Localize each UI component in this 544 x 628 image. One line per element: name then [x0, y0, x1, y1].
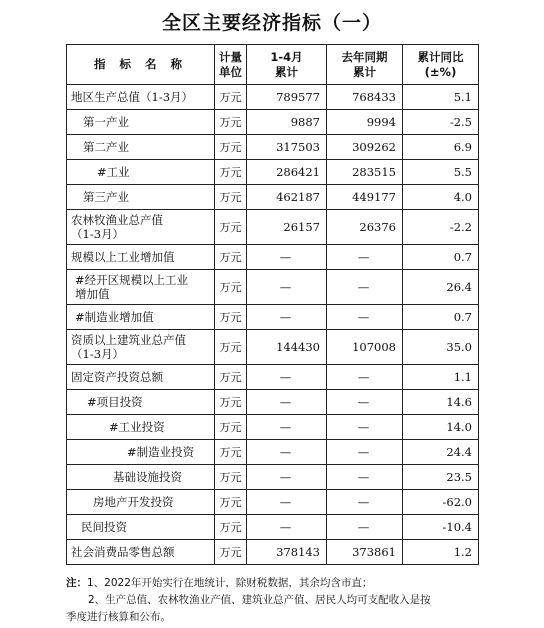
header-indicator-name: 指 标 名 称: [67, 45, 215, 85]
row-name: 地区生产总值（1-3月）: [67, 85, 215, 110]
row-current: 789577: [247, 85, 327, 110]
row-growth: 6.9: [403, 135, 479, 160]
row-unit: 万元: [215, 365, 247, 390]
row-unit: 万元: [215, 390, 247, 415]
row-prev: —: [327, 465, 403, 490]
table-row: [67, 465, 479, 490]
table-row: [67, 160, 479, 185]
row-unit: 万元: [215, 415, 247, 440]
row-growth: -62.0: [403, 490, 479, 515]
footnote-line-3: 季度进行核算和公布。: [66, 611, 171, 623]
row-prev: —: [327, 365, 403, 390]
row-name: 规模以上工业增加值: [67, 245, 215, 270]
row-growth: -10.4: [403, 515, 479, 540]
row-name: #工业: [67, 160, 215, 185]
row-current: —: [247, 440, 327, 465]
row-current: 286421: [247, 160, 327, 185]
row-growth: 5.5: [403, 160, 479, 185]
row-name: 社会消费品零售总额: [67, 540, 215, 565]
header-unit: 计量 单位: [215, 45, 247, 85]
row-name: #制造业投资: [67, 440, 215, 465]
footnote-line-1: 注：1、2022年开始实行在地统计，除财税数据，其余均含市直；: [66, 577, 373, 589]
row-unit: 万元: [215, 270, 247, 305]
row-growth: 35.0: [403, 330, 479, 365]
row-unit: 万元: [215, 490, 247, 515]
table-row: [67, 540, 479, 565]
row-prev: 309262: [327, 135, 403, 160]
row-current: —: [247, 515, 327, 540]
row-current: 144430: [247, 330, 327, 365]
row-current: —: [247, 365, 327, 390]
row-name: 第一产业: [67, 110, 215, 135]
header-previous-cumulative: 去年同期 累计: [327, 45, 403, 85]
row-prev: —: [327, 490, 403, 515]
table-row: [67, 245, 479, 270]
row-growth: 0.7: [403, 245, 479, 270]
row-name: 农林牧渔业总产值 （1-3月）: [67, 210, 215, 245]
row-current: 378143: [247, 540, 327, 565]
row-name: 第三产业: [67, 185, 215, 210]
row-current: 462187: [247, 185, 327, 210]
table-header-row: [67, 45, 479, 85]
footnote-line-2: 2、生产总值、农林牧渔业产值、建筑业总产值、居民人均可支配收入是按: [88, 594, 431, 606]
row-prev: 449177: [327, 185, 403, 210]
economic-indicators-table: [66, 44, 479, 565]
row-current: 26157: [247, 210, 327, 245]
table-row: [67, 270, 479, 305]
row-prev: —: [327, 440, 403, 465]
row-name: 资质以上建筑业总产值 （1-3月）: [67, 330, 215, 365]
row-growth: 14.0: [403, 415, 479, 440]
page-title: 全区主要经济指标（一）: [161, 12, 382, 34]
row-current: —: [247, 415, 327, 440]
table-row: [67, 185, 479, 210]
row-prev: 768433: [327, 85, 403, 110]
row-prev: —: [327, 515, 403, 540]
table-row: [67, 390, 479, 415]
table-row: [67, 210, 479, 245]
table-row: [67, 85, 479, 110]
row-growth: 1.1: [403, 365, 479, 390]
header-current-cumulative: 1-4月 累计: [247, 45, 327, 85]
row-growth: 5.1: [403, 85, 479, 110]
row-prev: 26376: [327, 210, 403, 245]
table-row: [67, 135, 479, 160]
row-unit: 万元: [215, 465, 247, 490]
table-row: [67, 415, 479, 440]
row-name: #项目投资: [67, 390, 215, 415]
table-row: [67, 110, 479, 135]
row-unit: 万元: [215, 305, 247, 330]
row-unit: 万元: [215, 160, 247, 185]
footnote-label: 注：: [66, 577, 87, 589]
row-prev: 9994: [327, 110, 403, 135]
table-row: [67, 305, 479, 330]
row-unit: 万元: [215, 440, 247, 465]
table-row: [67, 515, 479, 540]
row-name: #制造业增加值: [67, 305, 215, 330]
row-growth: 1.2: [403, 540, 479, 565]
row-name: 民间投资: [67, 515, 215, 540]
row-prev: 107008: [327, 330, 403, 365]
row-name: #工业投资: [67, 415, 215, 440]
row-growth: -2.2: [403, 210, 479, 245]
row-name: 第二产业: [67, 135, 215, 160]
table-row: [67, 490, 479, 515]
row-prev: —: [327, 305, 403, 330]
footnotes: [66, 575, 486, 626]
row-unit: 万元: [215, 210, 247, 245]
row-current: 9887: [247, 110, 327, 135]
row-name: #经开区规模以上工业 增加值: [67, 270, 215, 305]
header-yoy-growth: 累计同比 (±%): [403, 45, 479, 85]
row-growth: 0.7: [403, 305, 479, 330]
row-name: 房地产开发投资: [67, 490, 215, 515]
row-growth: 14.6: [403, 390, 479, 415]
table-row: [67, 330, 479, 365]
row-unit: 万元: [215, 85, 247, 110]
row-growth: 24.4: [403, 440, 479, 465]
row-unit: 万元: [215, 245, 247, 270]
row-prev: —: [327, 415, 403, 440]
row-prev: 373861: [327, 540, 403, 565]
row-prev: —: [327, 390, 403, 415]
row-current: —: [247, 490, 327, 515]
row-current: —: [247, 245, 327, 270]
row-prev: 283515: [327, 160, 403, 185]
row-current: —: [247, 270, 327, 305]
row-growth: -2.5: [403, 110, 479, 135]
row-unit: 万元: [215, 330, 247, 365]
row-current: —: [247, 390, 327, 415]
row-unit: 万元: [215, 540, 247, 565]
row-prev: —: [327, 245, 403, 270]
row-unit: 万元: [215, 110, 247, 135]
row-growth: 26.4: [403, 270, 479, 305]
table-row: [67, 440, 479, 465]
table-row: [67, 365, 479, 390]
row-unit: 万元: [215, 185, 247, 210]
row-growth: 23.5: [403, 465, 479, 490]
row-current: 317503: [247, 135, 327, 160]
row-current: —: [247, 465, 327, 490]
row-name: 基础设施投资: [67, 465, 215, 490]
row-name: 固定资产投资总额: [67, 365, 215, 390]
row-prev: —: [327, 270, 403, 305]
row-unit: 万元: [215, 135, 247, 160]
row-unit: 万元: [215, 515, 247, 540]
row-current: —: [247, 305, 327, 330]
row-growth: 4.0: [403, 185, 479, 210]
